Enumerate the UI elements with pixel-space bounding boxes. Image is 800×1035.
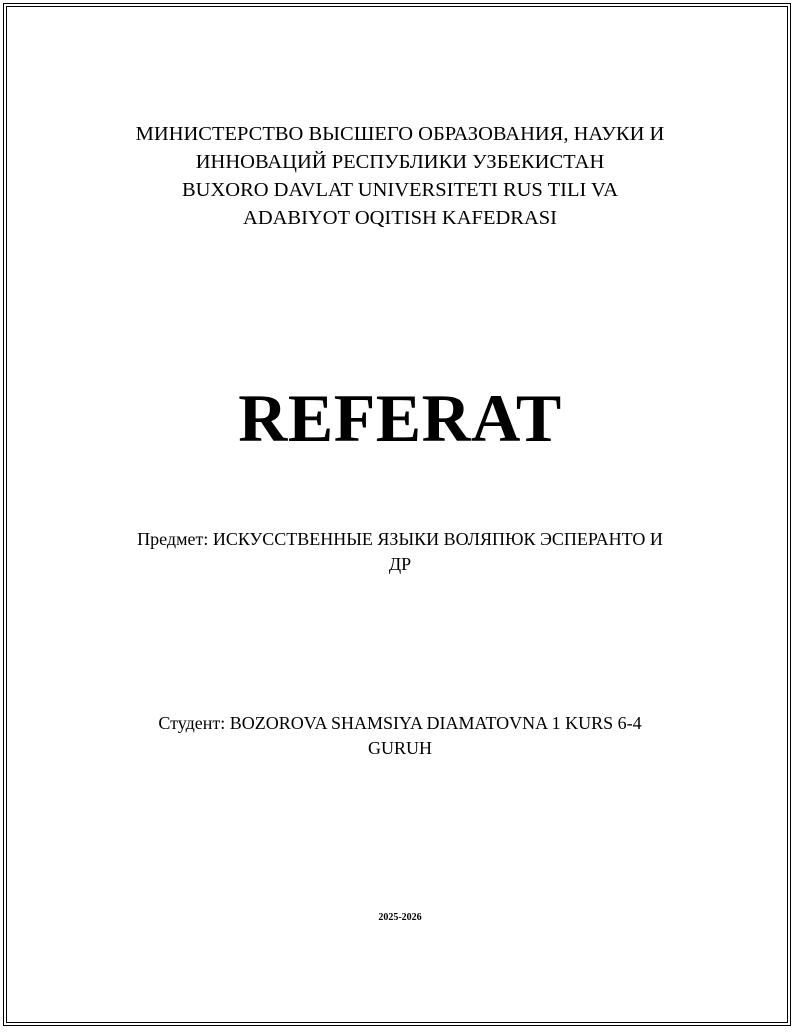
institution-line-4: ADABIYOT OQITISH KAFEDRASI: [243, 207, 557, 229]
institution-line-2: ИННОВАЦИЙ РЕСПУБЛИКИ УЗБЕКИСТАН: [195, 151, 605, 173]
student-block: [0, 711, 800, 761]
academic-year: 2025-2026: [378, 912, 422, 923]
institution-header: [0, 120, 800, 232]
subject-line-2: ДР: [388, 554, 412, 574]
subject-line-1: Предмет: ИСКУССТВЕННЫЕ ЯЗЫКИ ВОЛЯПЮК ЭСПЕРАНТО И: [137, 529, 663, 549]
institution-line-3: BUXORO DAVLAT UNIVERSITETI RUS TILI VA: [181, 179, 619, 201]
document-title: REFERAT: [238, 380, 562, 456]
student-line-1: Студент: BOZOROVA SHAMSIYA DIAMATOVNA 1 KURS 6-4: [158, 713, 642, 733]
student-line-2: GURUH: [367, 738, 432, 758]
subject-block: [0, 527, 800, 577]
institution-line-1: МИНИСТЕРСТВО ВЫСШЕГО ОБРАЗОВАНИЯ, НАУКИ И: [135, 123, 665, 145]
